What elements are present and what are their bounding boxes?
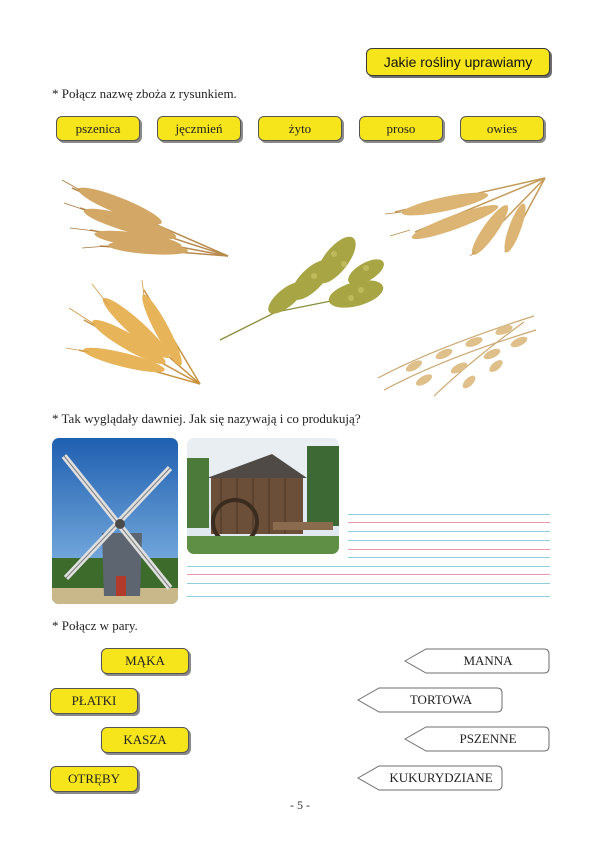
writing-line xyxy=(348,557,550,558)
grain-label-owies[interactable]: owies xyxy=(460,116,544,141)
windmill-photo[interactable] xyxy=(52,438,178,604)
wheat-ears-image[interactable] xyxy=(60,168,235,263)
pair-left-otreby[interactable]: OTRĘBY xyxy=(50,766,138,792)
pair-right-label: TORTOWA xyxy=(409,692,473,707)
grain-label-pszenica[interactable]: pszenica xyxy=(56,116,140,141)
task2-instruction: * Tak wyglądały dawniej. Jak się nazywają i co produkują? xyxy=(52,411,361,426)
writing-line xyxy=(187,596,550,597)
grain-label-jeczmien[interactable]: jęczmień xyxy=(157,116,241,141)
grain-label-zyto[interactable]: żyto xyxy=(258,116,342,141)
millet-image[interactable] xyxy=(216,232,384,344)
writing-line xyxy=(187,574,550,575)
pair-right-tortowa[interactable] xyxy=(357,687,503,713)
writing-line xyxy=(348,514,550,515)
writing-line xyxy=(348,540,550,541)
pair-right-manna[interactable] xyxy=(404,648,550,674)
pair-right-pszenne[interactable] xyxy=(404,726,550,752)
pair-left-platki[interactable]: PŁATKI xyxy=(50,688,138,714)
page-title: Jakie rośliny uprawiamy xyxy=(366,48,550,76)
pair-left-kasza[interactable]: KASZA xyxy=(101,727,189,753)
writing-line xyxy=(348,549,550,550)
task3-instruction: * Połącz w pary. xyxy=(52,618,138,633)
writing-line xyxy=(187,566,550,567)
pair-left-maka[interactable]: MĄKA xyxy=(101,648,189,674)
writing-line xyxy=(187,583,550,584)
pair-right-label: MANNA xyxy=(463,653,513,668)
writing-line xyxy=(348,522,550,523)
barley-ears-image[interactable] xyxy=(385,170,550,256)
grain-label-proso[interactable]: proso xyxy=(359,116,443,141)
pair-right-label: KUKURYDZIANE xyxy=(389,770,493,785)
task1-instruction: * Połącz nazwę zboża z rysunkiem. xyxy=(52,86,237,101)
watermill-photo[interactable] xyxy=(187,438,339,554)
pair-right-kukurydziane[interactable] xyxy=(357,765,503,791)
pair-right-label: PSZENNE xyxy=(459,731,517,746)
writing-line xyxy=(348,531,550,532)
rye-ears-image[interactable] xyxy=(64,280,204,390)
oat-image[interactable] xyxy=(374,308,540,400)
page-number: - 5 - xyxy=(290,798,310,812)
